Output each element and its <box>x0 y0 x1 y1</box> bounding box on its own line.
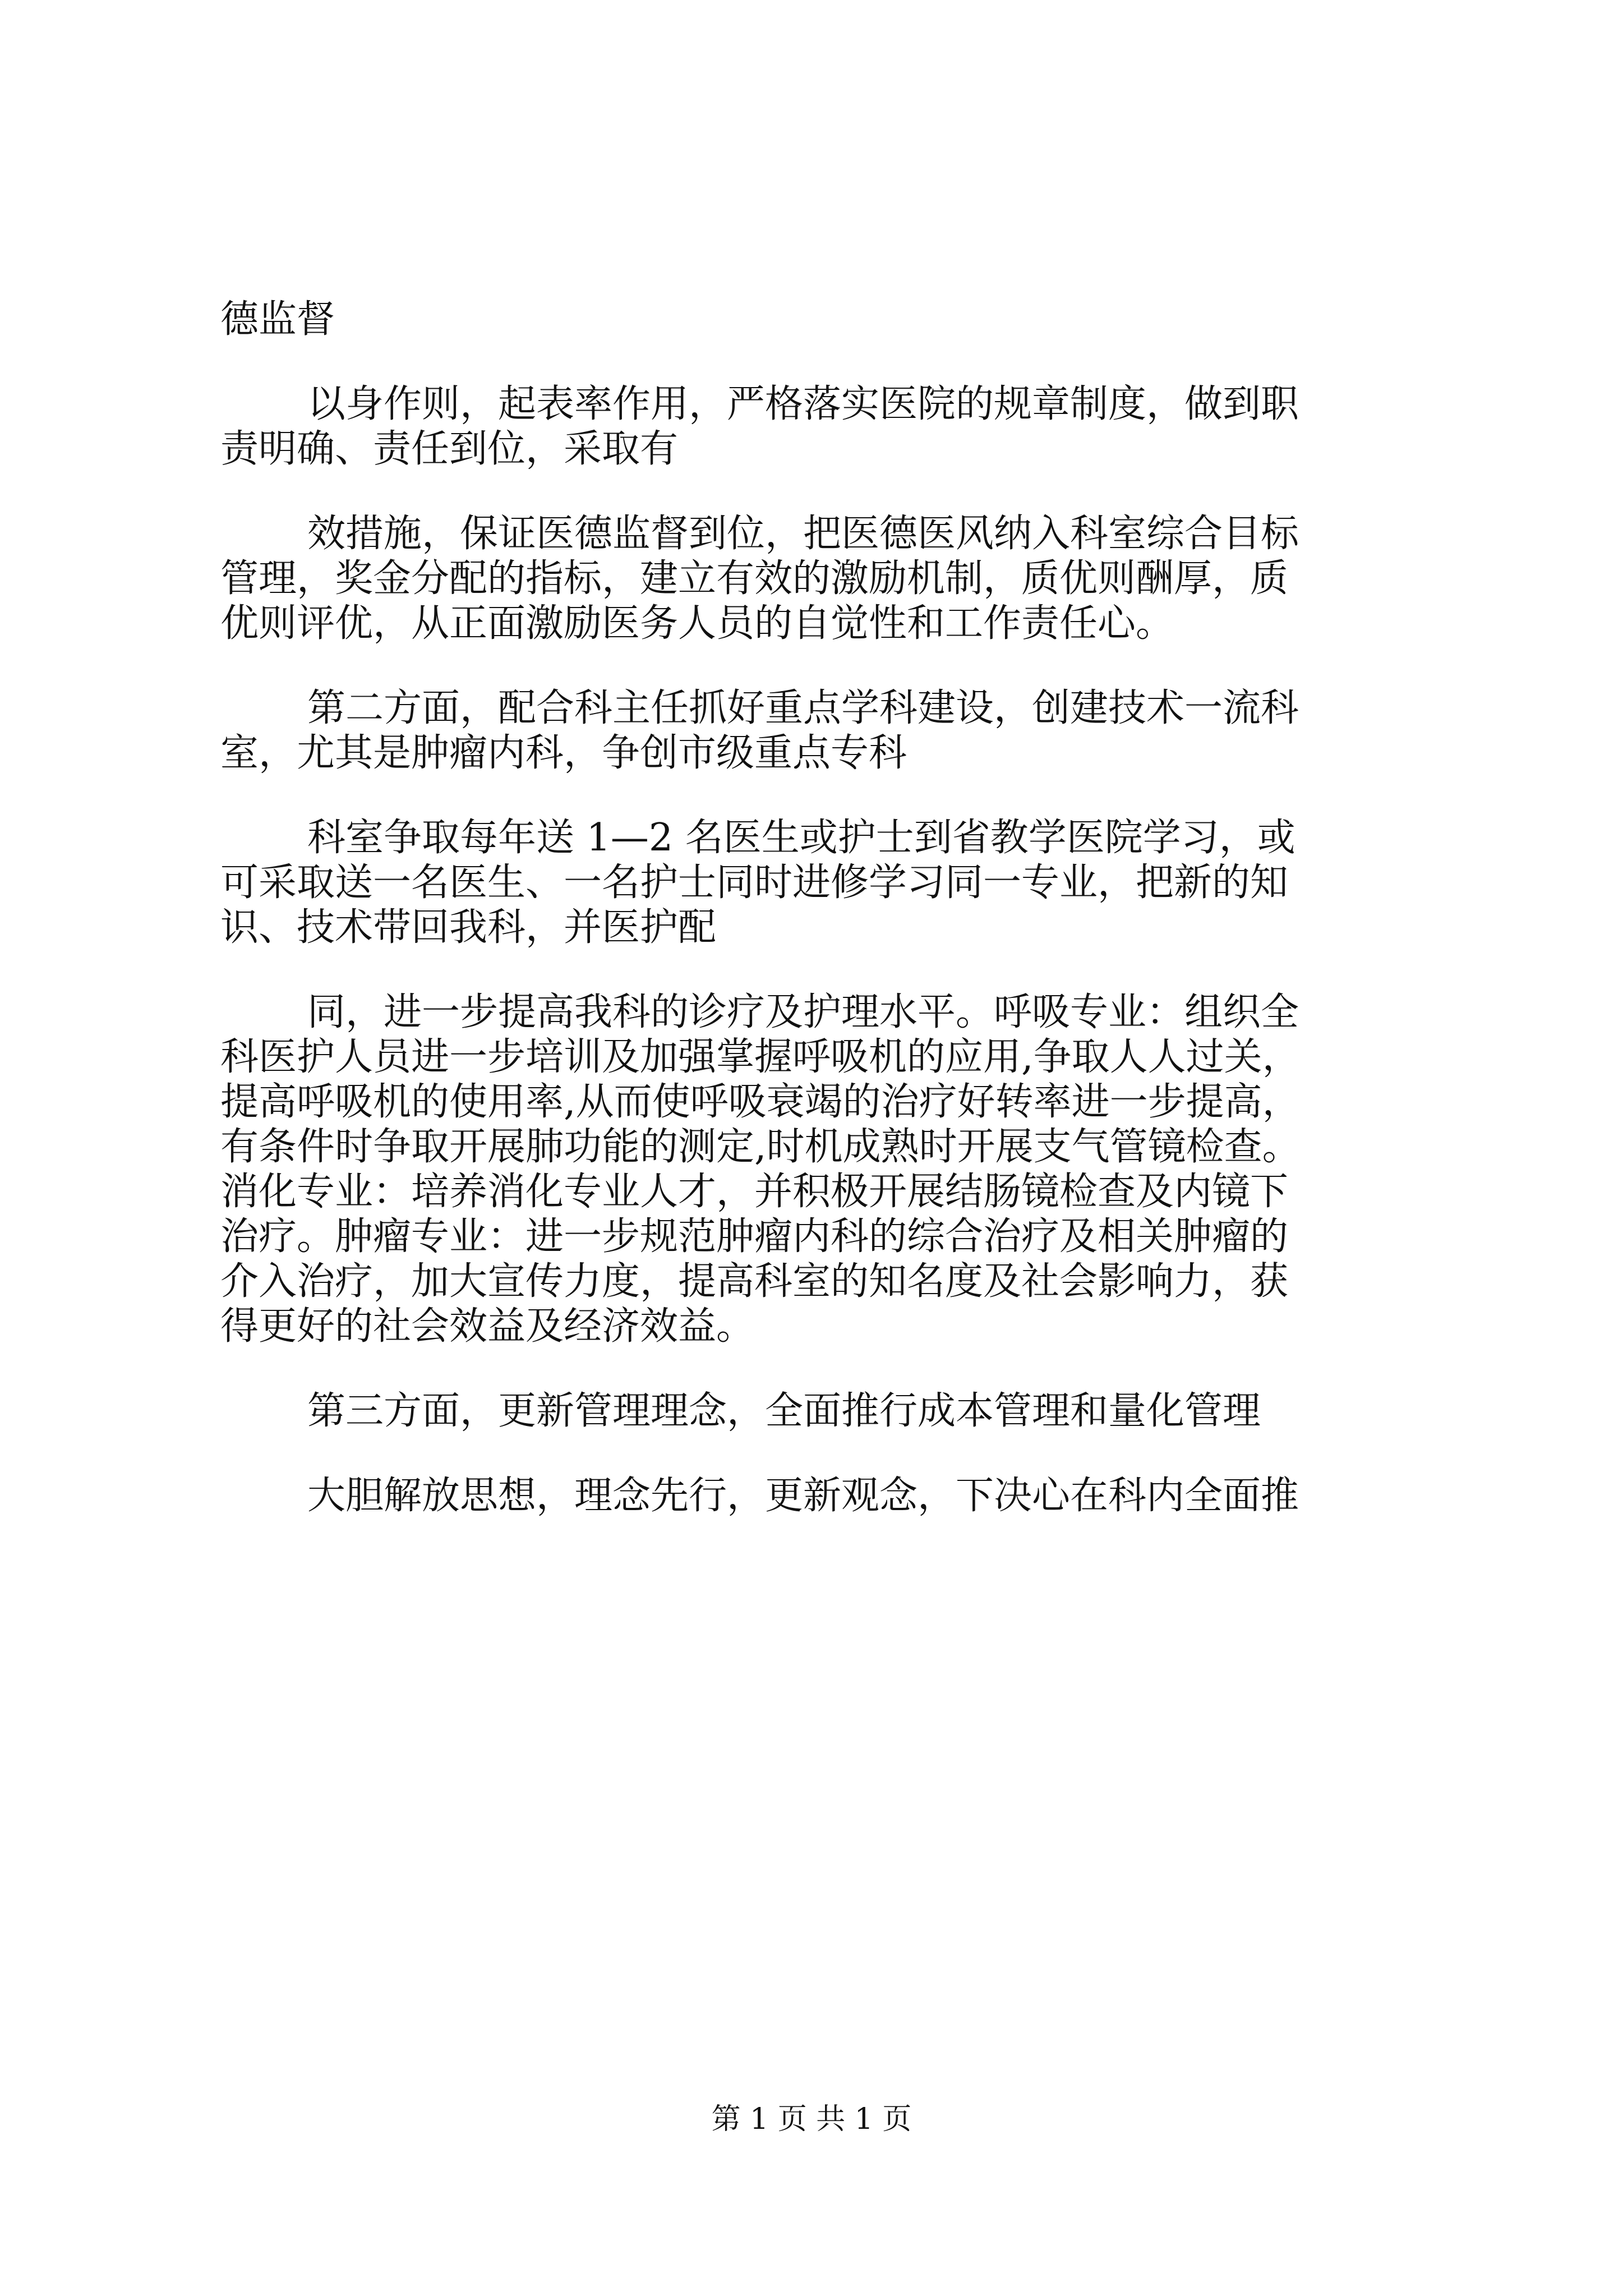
paragraph-line: 科室争取每年送 1—2 名医生或护士到省教学医院学习，或 <box>307 816 1295 860</box>
paragraph-line: 得更好的社会效益及经济效益。 <box>220 1304 755 1349</box>
paragraph-line: 优则评优，从正面激励医务人员的自觉性和工作责任心。 <box>220 601 1174 646</box>
paragraph-line: 介入治疗，加大宣传力度，提高科室的知名度及社会影响力，获 <box>220 1259 1289 1304</box>
paragraph-line: 提高呼吸机的使用率,从而使呼吸衰竭的治疗好转率进一步提高， <box>220 1080 1301 1124</box>
paragraph-line: 以身作则，起表率作用，严格落实医院的规章制度，做到职 <box>307 382 1299 426</box>
paragraph-line: 可采取送一名医生、一名护士同时进修学习同一专业，把新的知 <box>220 861 1289 905</box>
paragraph-line: 治疗。肿瘤专业：进一步规范肿瘤内科的综合治疗及相关肿瘤的 <box>220 1214 1289 1259</box>
paragraph-line: 识、技术带回我科，并医护配 <box>220 905 717 950</box>
paragraph-line: 第二方面，配合科主任抓好重点学科建设，创建技术一流科 <box>307 686 1299 730</box>
paragraph-line: 责明确、责任到位，采取有 <box>220 427 679 471</box>
section-heading: 第三方面，更新管理理念，全面推行成本管理和量化管理 <box>307 1389 1261 1433</box>
page-number-footer: 第 1 页 共 1 页 <box>711 2102 912 2136</box>
paragraph-line: 德监督 <box>220 297 335 342</box>
paragraph-line: 室，尤其是肿瘤内科，争创市级重点专科 <box>220 731 907 775</box>
paragraph-line: 有条件时争取开展肺功能的测定,时机成熟时开展支气管镜检查。 <box>220 1125 1301 1169</box>
paragraph-line: 同，进一步提高我科的诊疗及护理水平。呼吸专业：组织全 <box>307 990 1299 1034</box>
document-body <box>220 297 1426 1519</box>
paragraph-line: 科医护人员进一步培训及加强掌握呼吸机的应用,争取人人过关， <box>220 1035 1301 1079</box>
paragraph-line: 管理，奖金分配的指标，建立有效的激励机制，质优则酬厚，质 <box>220 556 1289 601</box>
paragraph-line: 消化专业：培养消化专业人才，并积极开展结肠镜检查及内镜下 <box>220 1170 1289 1214</box>
paragraph-line: 效措施，保证医德监督到位，把医德医风纳入科室综合目标 <box>307 512 1299 556</box>
paragraph-line: 大胆解放思想，理念先行，更新观念，下决心在科内全面推 <box>307 1474 1299 1518</box>
